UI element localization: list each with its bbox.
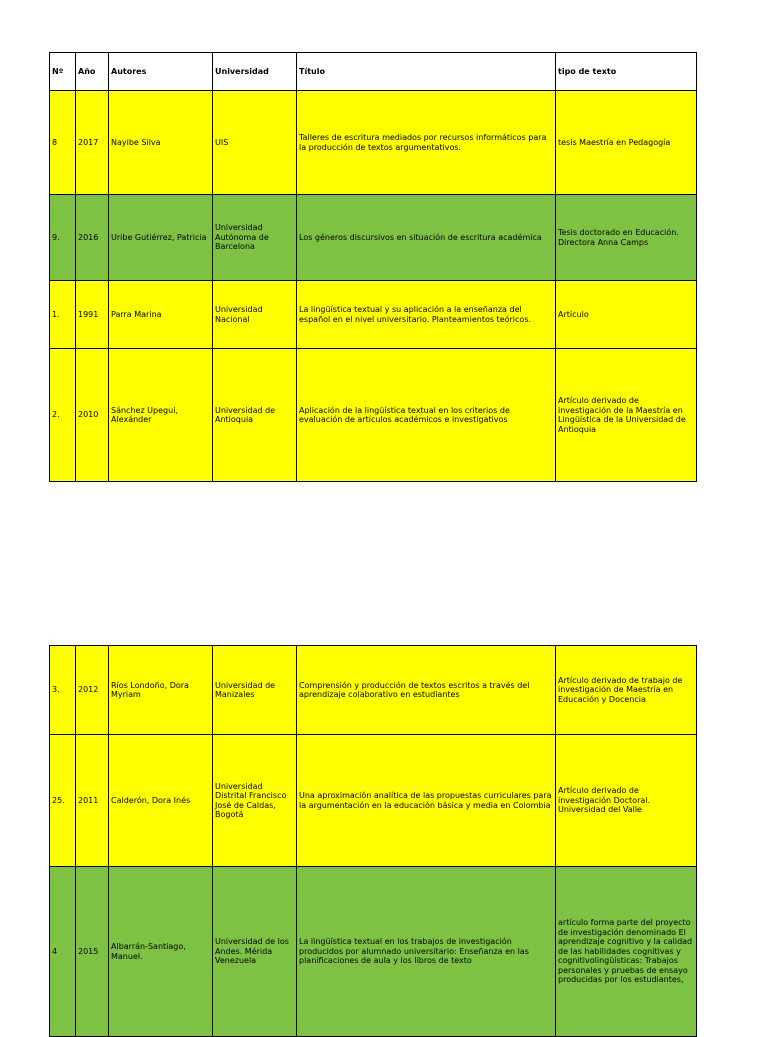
- cell-authors: Parra Marina: [109, 281, 213, 349]
- cell-year: 2015: [76, 867, 109, 1037]
- research-table-top: [49, 52, 697, 482]
- cell-year: 2011: [76, 735, 109, 867]
- cell-authors: Uribe Gutiérrez, Patricia: [109, 195, 213, 281]
- header-title: Título: [297, 53, 556, 91]
- cell-text-type: Artículo: [556, 281, 697, 349]
- table-row: [50, 349, 697, 482]
- cell-title: La lingüística textual y su aplicación a la enseñanza del español en el nivel universitario. Planteamientos teóricos.: [297, 281, 556, 349]
- cell-number: 25.: [50, 735, 76, 867]
- cell-authors: Sánchez Upegui, Alexánder: [109, 349, 213, 482]
- header-year: Año: [76, 53, 109, 91]
- cell-authors: Ríos Londoño, Dora Myriam: [109, 646, 213, 735]
- table-row: [50, 281, 697, 349]
- cell-text-type: Tesis doctorado en Educación. Directora Anna Camps: [556, 195, 697, 281]
- header-row: [50, 53, 697, 91]
- cell-number: 2.: [50, 349, 76, 482]
- cell-text-type: Artículo derivado de investigación Doctoral. Universidad del Valle: [556, 735, 697, 867]
- cell-year: 1991: [76, 281, 109, 349]
- cell-text-type: tesis Maestría en Pedagogía: [556, 91, 697, 195]
- cell-number: 8: [50, 91, 76, 195]
- cell-year: 2017: [76, 91, 109, 195]
- cell-authors: Calderón, Dora Inés: [109, 735, 213, 867]
- cell-university: Universidad de Antioquia: [213, 349, 297, 482]
- cell-year: 2010: [76, 349, 109, 482]
- cell-university: UIS: [213, 91, 297, 195]
- cell-university: Universidad de Manizales: [213, 646, 297, 735]
- header-authors: Autores: [109, 53, 213, 91]
- cell-text-type: Artículo derivado de investigación de la Maestría en Lingüística de la Universidad de Antioquia: [556, 349, 697, 482]
- research-table-bottom: [49, 645, 697, 1037]
- cell-number: 4: [50, 867, 76, 1037]
- cell-year: 2016: [76, 195, 109, 281]
- cell-title: Comprensión y producción de textos escritos a través del aprendizaje colaborativo en estudiantes: [297, 646, 556, 735]
- cell-authors: Nayibe Silva: [109, 91, 213, 195]
- cell-title: La lingüística textual en los trabajos de investigación producidos por alumnado universitario: Enseñanza en las planificaciones de aula y los libros de texto: [297, 867, 556, 1037]
- header-number: Nº: [50, 53, 76, 91]
- cell-title: Una aproximación analítica de las propuestas curriculares para la argumentación en la educación básica y media en Colombia: [297, 735, 556, 867]
- cell-text-type: Artículo derivado de trabajo de investigación de Maestría en Educación y Docencia: [556, 646, 697, 735]
- table-row: [50, 91, 697, 195]
- header-university: Universidad: [213, 53, 297, 91]
- cell-authors: Albarrán-Santiago, Manuel.: [109, 867, 213, 1037]
- cell-year: 2012: [76, 646, 109, 735]
- table-row: [50, 735, 697, 867]
- cell-title: Los géneros discursivos en situación de escritura académica: [297, 195, 556, 281]
- header-text-type: tipo de texto: [556, 53, 697, 91]
- table-row: [50, 867, 697, 1037]
- cell-number: 1.: [50, 281, 76, 349]
- cell-title: Aplicación de la lingüística textual en los criterios de evaluación de artículos académicos e investigativos: [297, 349, 556, 482]
- cell-text-type: artículo forma parte del proyecto de investigación denominado El aprendizaje cognitivo y la calidad de las habilidades cognitivas y cognitivolingüísticas: Trabajos personales y pruebas de ensayo producidas por los estudiantes,: [556, 867, 697, 1037]
- table-row: [50, 646, 697, 735]
- cell-title: Talleres de escritura mediados por recursos informáticos para la producción de textos argumentativos.: [297, 91, 556, 195]
- cell-number: 9.: [50, 195, 76, 281]
- cell-university: Universidad Nacional: [213, 281, 297, 349]
- cell-number: 3.: [50, 646, 76, 735]
- cell-university: Universidad Autónoma de Barcelona: [213, 195, 297, 281]
- table-row: [50, 195, 697, 281]
- cell-university: Universidad Distrital Francisco José de Caldas, Bogotá: [213, 735, 297, 867]
- cell-university: Universidad de los Andes. Mérida Venezuela: [213, 867, 297, 1037]
